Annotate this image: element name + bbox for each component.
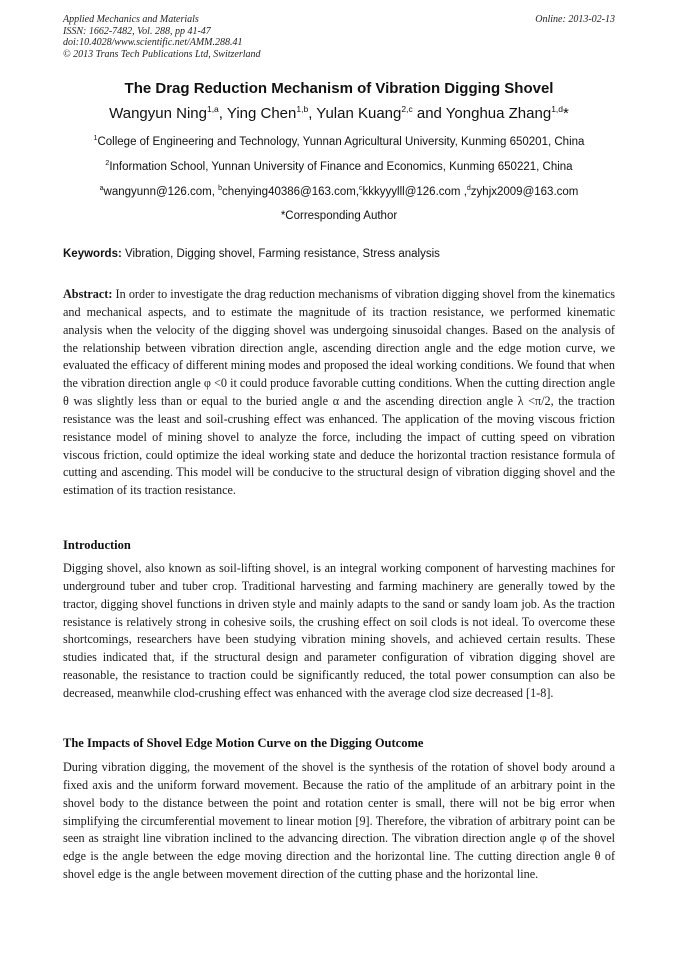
email-mark: a [99, 185, 104, 192]
author-separator: * [563, 105, 569, 122]
author-affiliation-mark: 1,a [206, 104, 219, 114]
corresponding-author-note: *Corresponding Author [280, 210, 398, 222]
author-affiliation-mark: 2,c [401, 104, 413, 114]
email-mark: c [359, 185, 363, 192]
email-mark: b [218, 185, 223, 192]
keywords-line [63, 248, 615, 260]
author-name: Wangyun Ning [109, 105, 207, 122]
abstract-text: In order to investigate the drag reduction mechanisms of vibration digging shovel from the kinematics and mechanical aspects, and to estimate the magnitude of its traction resistance, we performed kinematic analysis when the velocity of the digging shovel was undergoing sinusoidal changes. Based on the analysis of the relationship between vibration direction angle, ascending direction angle and the edge motion curve, we evaluated the efficacy of different mining modes and proposed the ideal working conditions. We found that when the vibration direction angle φ <0 it could produce favorable cutting conditions. When the cutting direction angle θ was slightly less than or equal to the buried angle α and the ascending direction angle λ <π/2, the traction resistance was the least and soil-crushing effect was enhanced. The application of the moving viscous friction resistance model of mining shovel to analyze the force, including the impact of cutting speed on vibration viscous friction, could optimize the ideal working state and deduce the horizontal traction resistance formula of cutting and ascending. This model will be conducive to the structural design of vibration digging shovel and the estimation of its traction resistance. [63, 287, 615, 498]
paper-title: The Drag Reduction Mechanism of Vibration Digging Shovel [124, 80, 554, 97]
issn-line: ISSN: 1662-7482, Vol. 288, pp 41-47 [63, 25, 211, 37]
keywords-label: Keywords: [63, 248, 122, 260]
copyright-line: © 2013 Trans Tech Publications Ltd, Switzerland [63, 48, 261, 60]
affiliation-text: College of Engineering and Technology, Yunnan Agricultural University, Kunming 650201, China [97, 136, 585, 148]
author-name: Ying Chen [226, 105, 297, 122]
affiliation-text: Information School, Yunnan University of Finance and Economics, Kunming 650221, China [109, 161, 573, 173]
author-name: Yulan Kuang [316, 105, 402, 122]
section-heading-edge-motion: The Impacts of Shovel Edge Motion Curve on the Digging Outcome [63, 736, 424, 750]
affiliation-mark: 1 [93, 135, 98, 142]
email-address[interactable]: chenying40386@163.com, [222, 186, 360, 198]
author-separator: and [412, 105, 446, 122]
abstract-paragraph [63, 286, 615, 500]
journal-name: Applied Mechanics and Materials [63, 14, 199, 25]
email-mark: d [466, 185, 471, 192]
affiliation-2 [0, 160, 678, 173]
author-name: Yonghua Zhang [445, 105, 552, 122]
author-separator: , [308, 105, 317, 122]
introduction-paragraph: Digging shovel, also known as soil-lifting shovel, is an integral working component of harvesting machines for underground tuber and tuber crop. Traditional harvesting and farming machinery are generally towed by the tractor, digging shovel functions in driven style and mainly adapts to the sand or sandy loam job. As the traction resistance is relatively strong in cohesive soils, the crushing effect on soil clods is not ideal. To overcome these shortcomings, researchers have been studying vibration mining shovels, and achieved certain results. These studies indicated that, if the structural design and parameter configuration of vibration digging shovel are reasonable, the resistance to traction could be significantly reduced, the total power consumption can also be decreased, meanwhile clod-crushing effect was enhanced with the average clod size decreased [1-8]. [63, 561, 615, 700]
section-heading-introduction: Introduction [63, 538, 131, 552]
edge-motion-paragraph: During vibration digging, the movement of the shovel is the synthesis of the rotation of shovel body around a fixed axis and the uniform forward movement. Because the ratio of the amplitude of an arbitrary point in the shovel body to the distance between the point and rotation center is small, there will not be big error when simplifying the circumferential movement to linear motion [9]. Therefore, the vibration of arbitrary point can be seen as straight line vibration inclined to the advancing direction. The vibration direction angle φ of the shovel edge is the angle between the edge moving direction and the horizontal line. The cutting direction angle θ of shovel edge is the angle between movement direction of the cutting phase and the horizontal line. [63, 760, 615, 882]
author-separator: , [218, 105, 227, 122]
email-address[interactable]: zyhjx2009@163.com [470, 186, 579, 198]
keywords-text: Vibration, Digging shovel, Farming resistance, Stress analysis [121, 248, 440, 260]
email-line [0, 185, 678, 198]
doi-line: doi:10.4028/www.scientific.net/AMM.288.41 [63, 37, 243, 48]
journal-header [63, 14, 615, 60]
affiliation-1 [0, 135, 678, 148]
email-address[interactable]: kkkyyylll@126.com , [362, 186, 467, 198]
affiliation-mark: 2 [105, 160, 110, 167]
author-affiliation-mark: 1,d [551, 104, 564, 114]
author-affiliation-mark: 1,b [296, 104, 309, 114]
online-date: Online: 2013-02-13 [535, 14, 615, 25]
author-list [0, 104, 678, 122]
abstract-label: Abstract: [63, 287, 113, 301]
email-address[interactable]: wangyunn@126.com, [103, 186, 219, 198]
